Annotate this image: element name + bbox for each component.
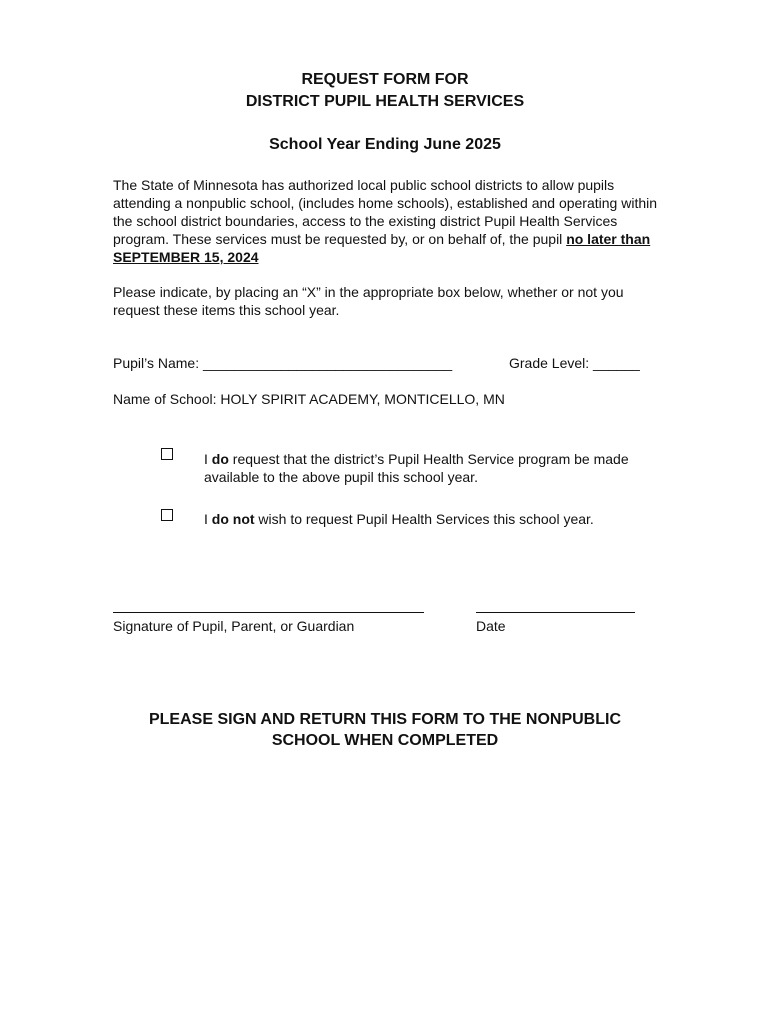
date-line[interactable] — [476, 612, 635, 613]
option-request-services — [204, 450, 644, 486]
option-1-emphasis: do — [211, 451, 229, 467]
deadline-text: no later than SEPTEMBER 15, 2024 — [113, 231, 651, 265]
intro-paragraph — [113, 176, 673, 266]
school-year-heading: School Year Ending June 2025 — [269, 136, 501, 153]
option-2-suffix: wish to request Pupil Health Services this school year. — [254, 511, 594, 527]
option-2-emphasis: do not — [211, 511, 255, 527]
decline-services-checkbox[interactable] — [161, 509, 173, 521]
form-title-line1: REQUEST FORM FOR — [301, 71, 469, 88]
form-title-line2: DISTRICT PUPIL HEALTH SERVICES — [245, 93, 525, 110]
return-instruction-line2: SCHOOL WHEN COMPLETED — [271, 732, 499, 749]
request-services-checkbox[interactable] — [161, 448, 173, 460]
pupil-name-field[interactable]: Pupil’s Name: ________________________________ — [113, 355, 453, 371]
return-instruction-line1: PLEASE SIGN AND RETURN THIS FORM TO THE NONPUBLIC — [148, 711, 621, 728]
option-2-prefix: I — [204, 511, 212, 527]
option-decline-services — [204, 510, 644, 528]
signature-label: Signature of Pupil, Parent, or Guardian — [113, 618, 355, 634]
intro-text: The State of Minnesota has authorized local public school districts to allow pupils attending a nonpublic school, (includes home schools), established and operating within the school district boundaries, access to the existing district Pupil Health Services program. These services must be requested by, or on behalf of, the pupil — [113, 177, 658, 247]
option-1-prefix: I — [204, 451, 212, 467]
date-label: Date — [476, 618, 506, 634]
option-1-suffix: request that the district’s Pupil Health Service program be made available to the above pupil this school year. — [204, 451, 629, 485]
grade-level-field[interactable]: Grade Level: ______ — [509, 355, 640, 371]
instructions-paragraph: Please indicate, by placing an “X” in the appropriate box below, whether or not you request these items this school year. — [113, 284, 624, 318]
school-name-text: Name of School: HOLY SPIRIT ACADEMY, MONTICELLO, MN — [113, 391, 505, 407]
signature-line[interactable] — [113, 612, 424, 613]
